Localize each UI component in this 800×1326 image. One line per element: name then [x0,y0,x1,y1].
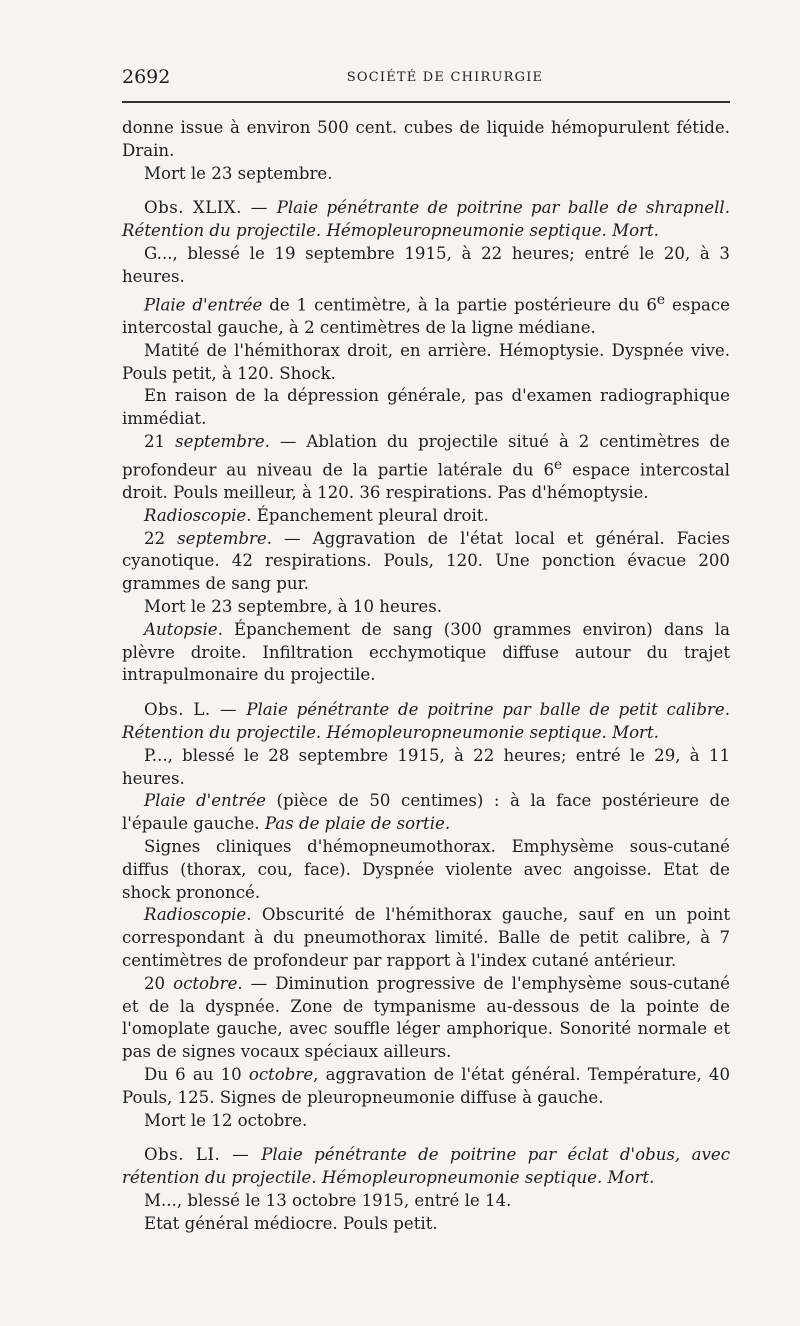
running-title: SOCIÉTÉ DE CHIRURGIE [346,70,544,85]
paragraph: Plaie d'entrée (pièce de 50 centimes) : à la face postérieure de l'épaule gauche. Pas de plaie de sortie. [122,791,730,834]
observation-heading: Obs. XLIX. — Plaie pénétrante de poitrine par balle de shrapnell. Rétention du projectile. Hémopleuropneumonie septique. Mort. [122,198,730,241]
paragraph: P..., blessé le 28 septembre 1915, à 22 heures; entré le 29, à 11 heures. [122,745,730,788]
paragraph: Signes cliniques d'hémopneumothorax. Emphysème sous-cutané diffus (thorax, cou, face). Dyspnée violente avec angoisse. Etat de shock prononcé. [122,836,730,902]
paragraph: Radioscopie. Obscurité de l'hémithorax gauche, sauf en un point correspondant à du pneumothorax limité. Balle de petit calibre, à 7 centimètres de profondeur par rapport à l'index cutané antérieur. [122,905,730,970]
paragraph: En raison de la dépression générale, pas d'examen radiographique immédiat. [122,386,730,429]
paragraph: Matité de l'hémithorax droit, en arrière. Hémoptysie. Dyspnée vive. Pouls petit, à 120. Shock. [122,340,730,383]
paragraph: Mort le 12 octobre. [144,1110,308,1130]
paragraph: Autopsie. Épanchement de sang (300 grammes environ) dans la plèvre droite. Infiltration ecchymotique diffuse autour du trajet intrapulmonaire du projectile. [122,619,730,685]
paragraph: M..., blessé le 13 octobre 1915, entré le 14. [144,1190,512,1210]
observation-heading: Obs. L. — Plaie pénétrante de poitrine par balle de petit calibre. Rétention du projectile. Hémopleuropneumonie septique. Mort. [122,700,730,742]
paragraph: G..., blessé le 19 septembre 1915, à 22 heures; entré le 20, à 3 heures. [122,243,730,286]
paragraph: Mort le 23 septembre. [144,163,333,183]
observation-heading: Obs. LI. — Plaie pénétrante de poitrine par éclat d'obus, avec rétention du projectile. Hémopleuropneumonie septique. Mort. [122,1145,730,1188]
paragraph: 21 septembre. — Ablation du projectile situé à 2 centimètres de profondeur au niveau de la partie latérale du 6e espace intercostal droit. Pouls meilleur, à 120. 36 respirations. Pas d'hémoptysie. [122,431,730,503]
paragraph: donne issue à environ 500 cent. cubes de liquide hémopurulent fétide. Drain. [122,118,730,160]
body-text [122,117,730,1236]
paragraph: Plaie d'entrée de 1 centimètre, à la partie postérieure du 6e espace intercostal gauche, à 2 centimètres de la ligne médiane. [122,291,730,337]
page-number: 2692 [122,66,171,88]
paragraph: 22 septembre. — Aggravation de l'état local et général. Facies cyanotique. 42 respirations. Pouls, 120. Une ponction évacue 200 grammes de sang pur. [122,528,730,594]
paragraph: Radioscopie. Épanchement pleural droit. [144,505,489,525]
paragraph: 20 octobre. — Diminution progressive de l'emphysème sous-cutané et de la dyspnée. Zone de tympanisme au-dessous de la pointe de l'omoplate gauche, avec souffle léger amphorique. Sonorité normale et pas de signes vocaux spéciaux ailleurs. [122,973,730,1062]
page-header [122,66,728,94]
paragraph: Mort le 23 septembre, à 10 heures. [144,597,443,616]
paragraph: Du 6 au 10 octobre, aggravation de l'état général. Température, 40 Pouls, 125. Signes de pleuropneumonie diffuse à gauche. [122,1064,731,1107]
header-rule [122,101,730,103]
paragraph: Etat général médiocre. Pouls petit. [144,1213,438,1233]
